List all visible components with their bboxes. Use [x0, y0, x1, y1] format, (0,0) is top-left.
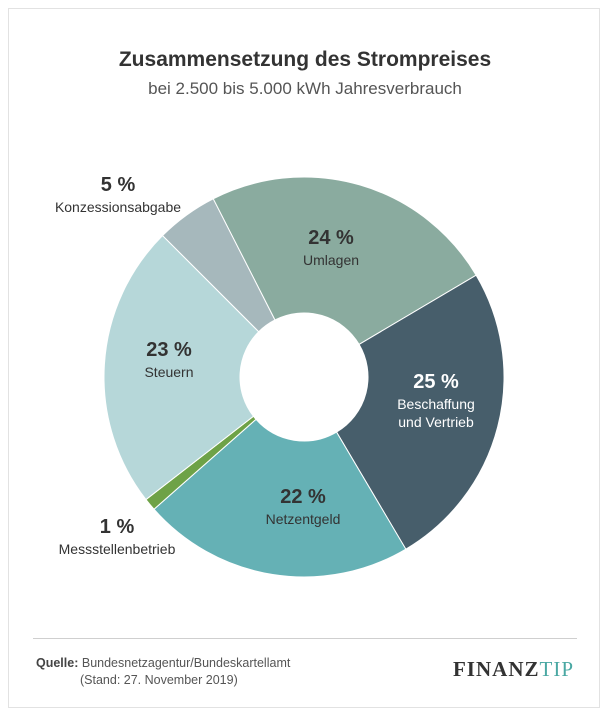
logo-accent: TIP	[539, 657, 574, 681]
category-label-beschaffung-und-vertrieb-line1: Beschaffung	[397, 396, 475, 412]
category-label-messstellenbetrieb: Messstellenbetrieb	[58, 541, 176, 557]
source-text: Bundesnetzagentur/Bundeskartellamt	[81, 656, 291, 670]
category-label-umlagen: Umlagen	[302, 252, 360, 268]
footer-divider	[33, 638, 577, 639]
chart-title: Zusammensetzung des Strompreises	[118, 48, 492, 71]
category-label-steuern: Steuern	[144, 364, 194, 380]
source-note	[36, 655, 290, 689]
category-label-netzentgeld: Netzentgeld	[265, 511, 341, 527]
value-label-messstellenbetrieb: 1 %	[99, 516, 135, 538]
source-date: (Stand: 27. November 2019)	[80, 673, 238, 687]
value-label-umlagen: 24 %	[308, 227, 354, 249]
chart-subtitle: bei 2.500 bis 5.000 kWh Jahresverbrauch	[148, 79, 462, 98]
value-label-netzentgeld: 22 %	[280, 486, 326, 508]
category-label-beschaffung-und-vertrieb-line2: und Vertrieb	[398, 414, 474, 430]
value-label-beschaffung-und-vertrieb: 25 %	[413, 371, 459, 393]
value-label-steuern: 23 %	[146, 339, 192, 361]
logo-main: FINANZ	[452, 657, 540, 681]
source-label: Quelle:	[36, 656, 79, 670]
value-label-konzessionsabgabe: 5 %	[100, 174, 136, 196]
finanztip-logo	[453, 657, 574, 682]
category-label-konzessionsabgabe: Konzessionsabgabe	[54, 199, 182, 215]
